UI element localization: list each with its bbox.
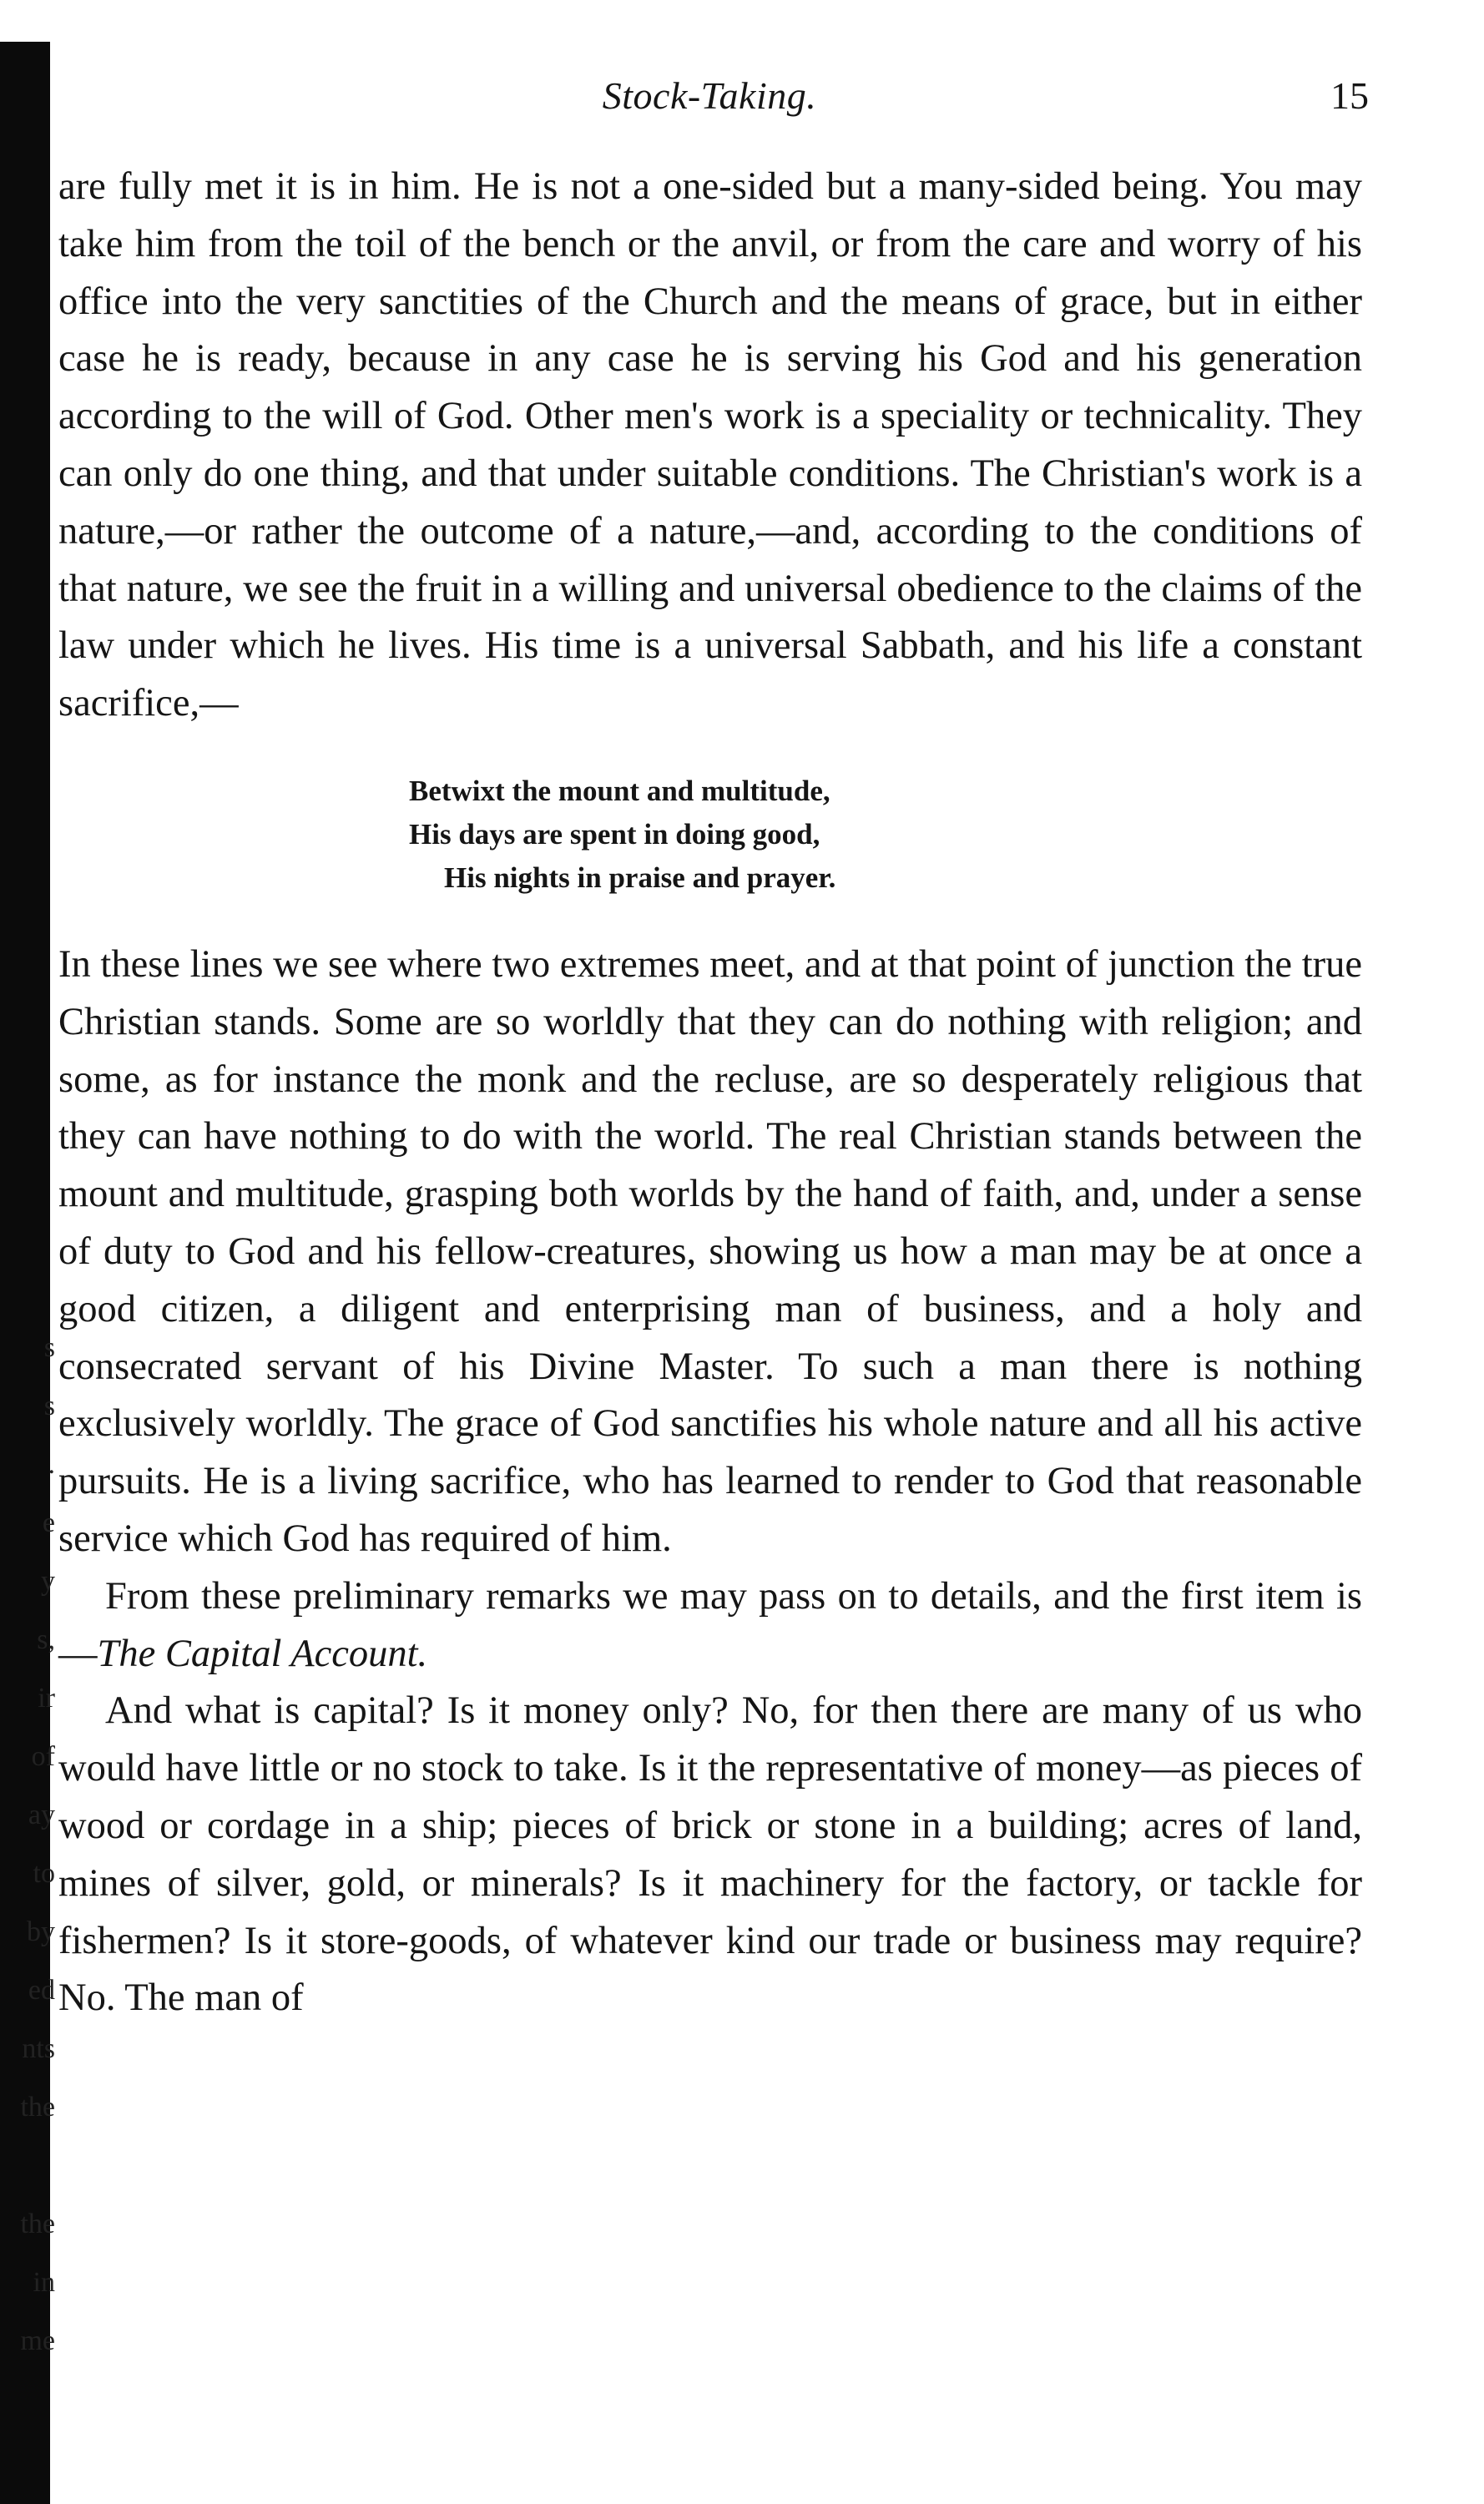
gutter-fragment: ed: [28, 1975, 55, 2006]
section-heading-inline: The Capital Account.: [97, 1632, 428, 1675]
poem-line: Betwixt the mount and multitude,: [409, 774, 830, 807]
paragraph: And what is capital? Is it money only? No, for then there are many of us who would have little or no stock to take. Is it the representative of money—as pieces of wood or cordage in a ship; pieces of brick or stone in a building; acres of land, mines of silver, gold, or minerals? Is it machinery for the factory, or tackle for fishermen? Is it store-goods, of whatever kind our trade or business may require? No. The man of: [58, 1689, 1362, 2020]
gutter-fragment: of: [31, 1741, 55, 1772]
paragraph: [58, 1568, 1362, 1684]
gutter-fragment: y: [41, 1566, 55, 1597]
gutter-fragment: .: [48, 1449, 55, 1480]
paragraph-text: From these preliminary remarks we may pass on to details, and the first item is—: [58, 1574, 1362, 1675]
gutter-fragment: me: [20, 2325, 55, 2356]
gutter-fragment: the: [20, 2209, 55, 2239]
gutter-fragment: nts: [22, 2033, 55, 2064]
gutter-fragment: to: [33, 1858, 55, 1889]
gutter-fragment: ay: [28, 1800, 55, 1830]
gutter-fragment: in: [33, 2267, 55, 2298]
gutter-fragment: the: [20, 2092, 55, 2123]
gutter-fragment: [0, 2137, 58, 2195]
page-body: [50, 159, 1369, 2027]
paragraph: are fully met it is in him. He is not a one-sided but a many-sided being. You may take him from the toil of the bench or the anvil, or from the care and worry of his office into the very sanctities of the Church and the means of grace, but in either case he is ready, because in any case he is serving his God and his generation according to the will of God. Other men's work is a speciality or technicality. They can only do one thing, and that under suitable conditions. The Christian's work is a nature,—or rather the outcome of a nature,—and, according to the conditions of that nature, we see the fruit in a willing and universal obedience to the claims of the law under which he lives. His time is a universal Sabbath, and his life a constant sacrifice,—: [58, 165, 1362, 725]
page-number: 15: [1330, 74, 1369, 117]
gutter-fragment: by: [27, 1916, 55, 1947]
running-title: Stock-Taking.: [602, 74, 817, 117]
gutter-fragment: e: [42, 1507, 55, 1538]
book-page: [50, 73, 1369, 2027]
paragraph: In these lines we see where two extremes meet, and at that point of junction the true Christian stands. Some are so worldly that they can do nothing with religion; and some, as for instance the monk and the recluse, are so desperately religious that they can have nothing to do with the world. The real Christian stands between the mount and multitude, grasping both worlds by the hand of faith, and, under a sense of duty to God and his fellow-creatures, showing us how a man may be at once a good citizen, a diligent and enterprising man of business, and a holy and consecrated servant of his Divine Master. To such a man there is nothing exclusively worldly. The grace of God sanctifies his whole nature and all his active pursuits. He is a living sacrifice, who has learned to render to God that reasonable service which God has required of him.: [58, 942, 1362, 1560]
gutter-fragment: s: [43, 1391, 55, 1421]
gutter-fragment: s,: [37, 1624, 55, 1655]
poem-quotation: [58, 770, 1362, 900]
gutter-fragment: s: [43, 1332, 55, 1363]
poem-line: His nights in praise and prayer.: [444, 861, 836, 894]
gutter-fragment: ir: [38, 1683, 55, 1714]
poem-line: His days are spent in doing good,: [409, 817, 820, 851]
page-header: [50, 73, 1369, 139]
